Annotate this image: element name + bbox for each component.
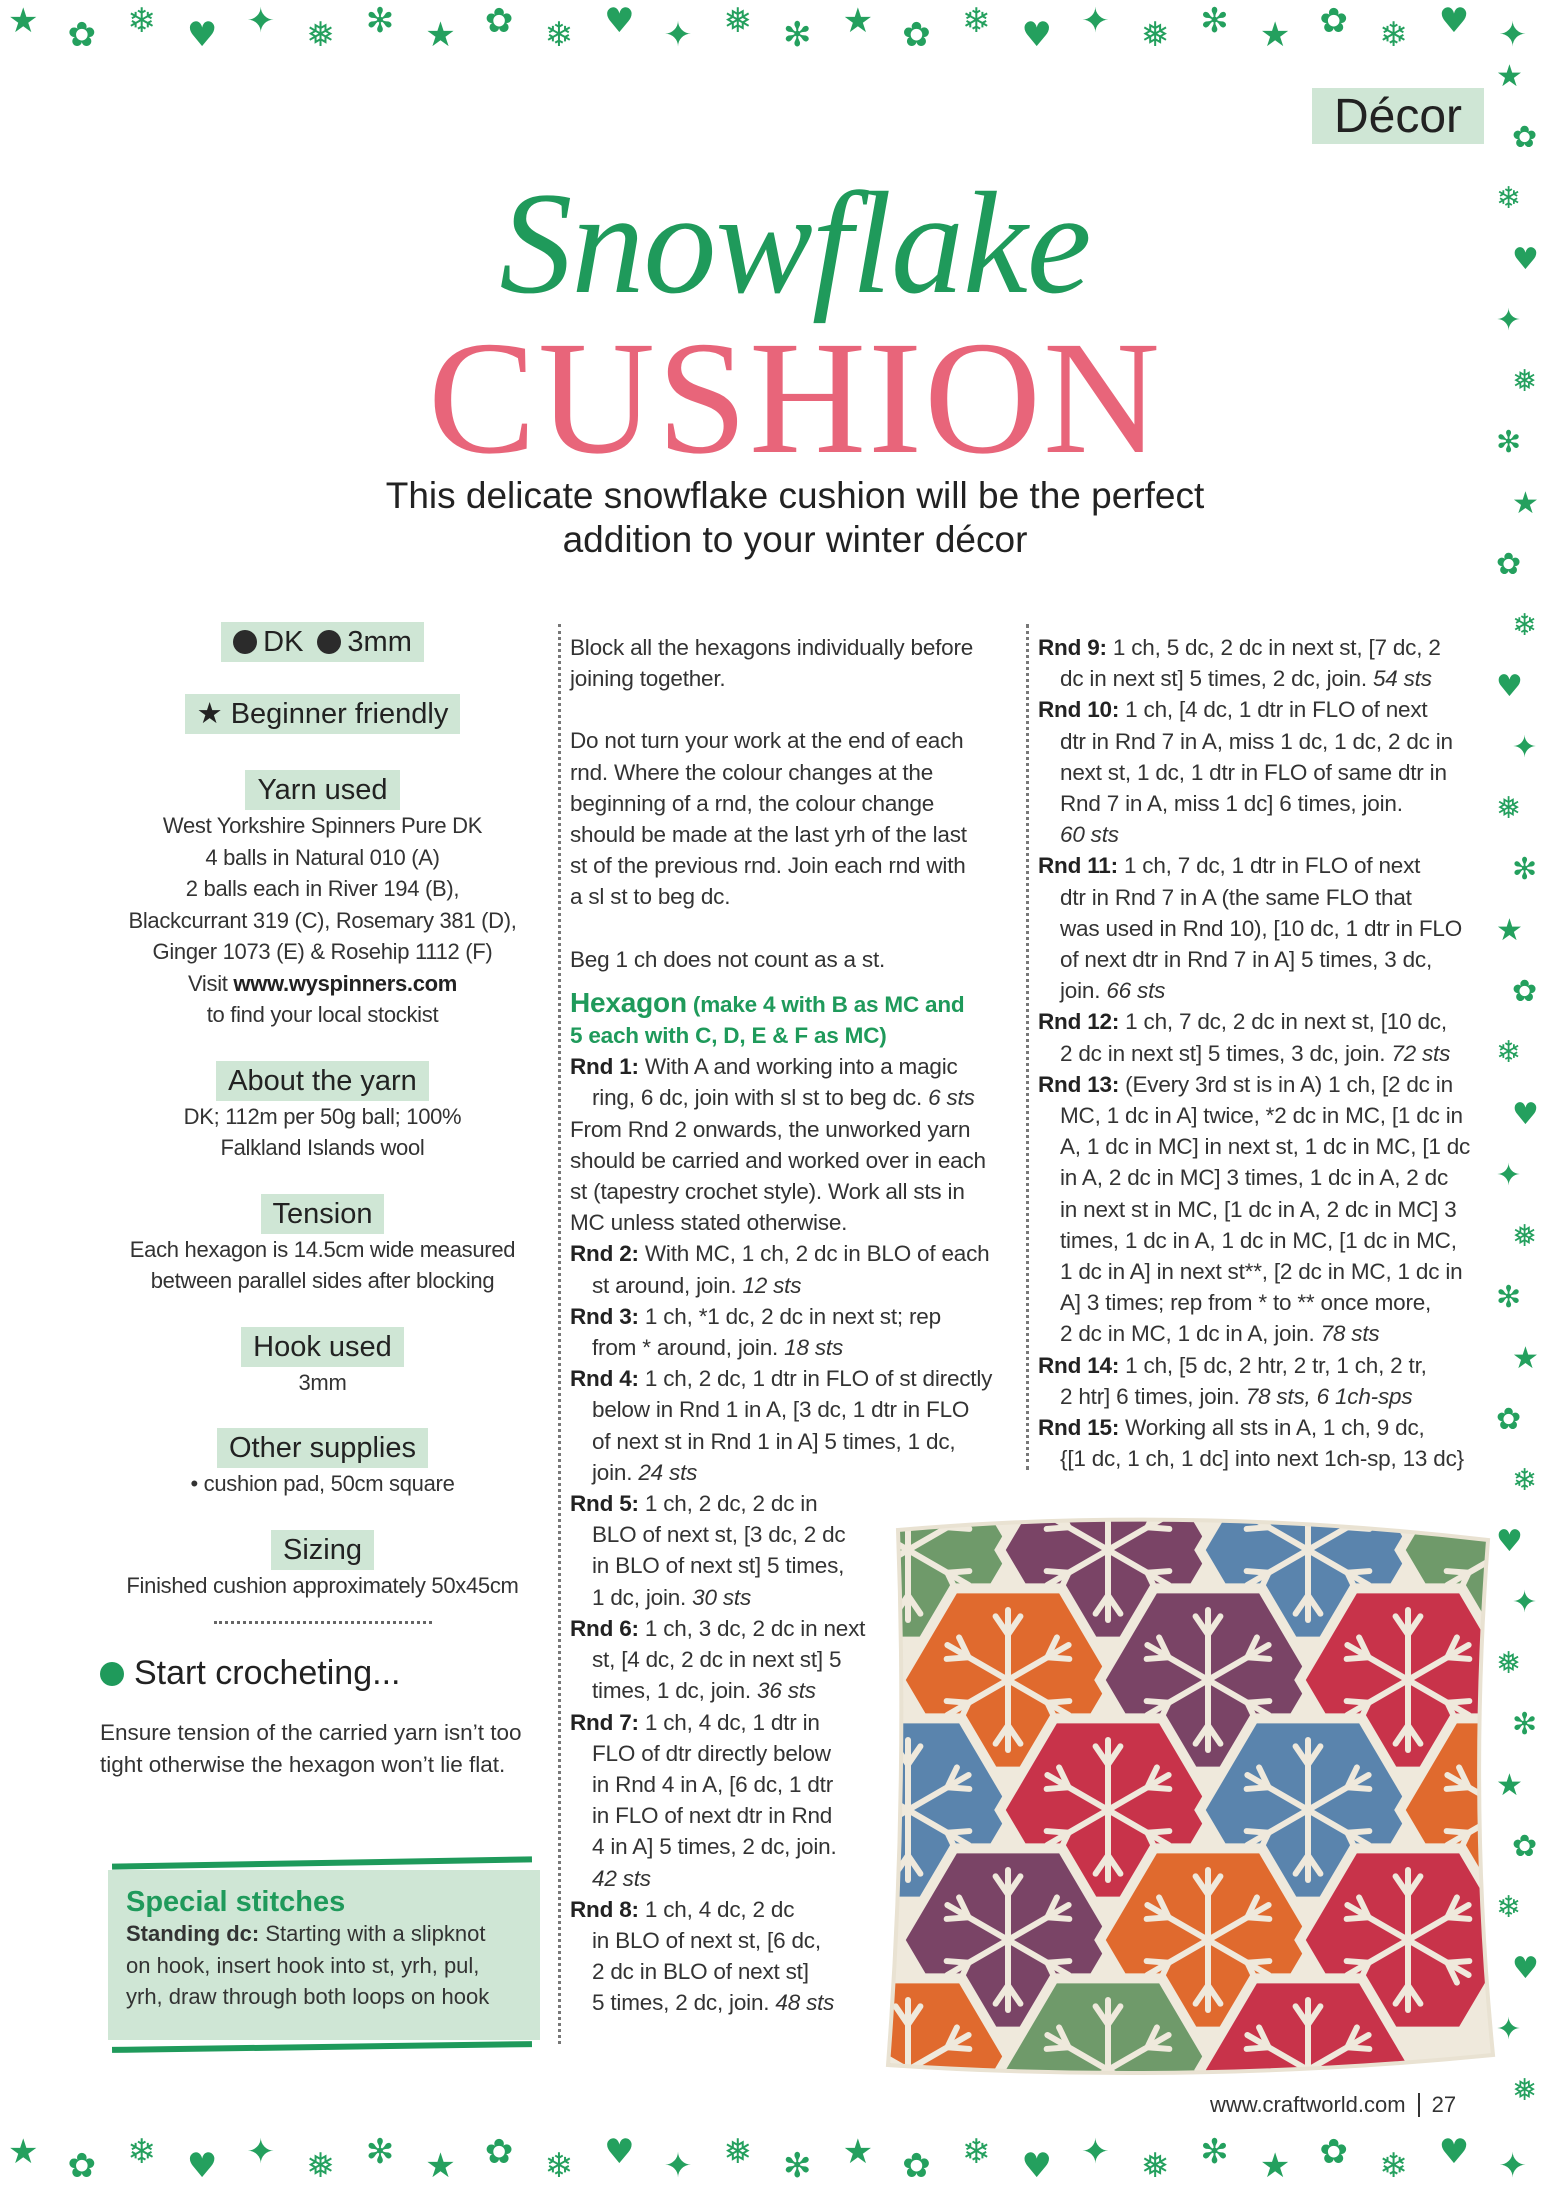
visit-label: Visit bbox=[187, 970, 228, 996]
doodle-icon: ✻ bbox=[365, 2132, 395, 2172]
doodle-icon: ★ bbox=[1512, 486, 1539, 522]
round-8: Rnd 8: 1 ch, 4 dc, 2 dc in BLO of next st, [6 dc, 2 dc in BLO of next st] 5 times, 2 dc, join. 48 sts bbox=[570, 1896, 835, 2016]
doodle-icon: ✿ bbox=[1512, 974, 1538, 1010]
doodle-icon: ★ bbox=[425, 15, 456, 55]
cushion-photo bbox=[868, 1510, 1508, 2085]
doodle-icon: ✦ bbox=[246, 1, 275, 41]
doodle-icon: ❄ bbox=[1496, 181, 1522, 217]
start-crocheting-text bbox=[100, 1717, 545, 1780]
round-2: Rnd 2: With MC, 1 ch, 2 dc in BLO of each st around, join. 12 sts bbox=[570, 1241, 990, 1298]
doodle-icon: ❅ bbox=[1140, 2146, 1170, 2186]
doodle-icon: ❄ bbox=[544, 2146, 574, 2186]
doodle-icon: ✿ bbox=[1496, 547, 1522, 583]
doodle-icon: ♥ bbox=[1496, 1523, 1523, 1559]
footer-separator bbox=[1418, 2093, 1420, 2117]
other-supplies-heading: Other supplies bbox=[217, 1428, 428, 1468]
doodle-icon: ✻ bbox=[365, 1, 395, 41]
hexagon-note: (make 4 with B as MC and bbox=[692, 991, 965, 1017]
pattern-text: a sl st to beg dc. bbox=[570, 884, 731, 910]
doodle-icon: ❅ bbox=[1496, 1645, 1522, 1681]
hexagon-note: 5 each with C, D, E & F as MC) bbox=[570, 1023, 887, 1049]
doodle-icon: ❅ bbox=[306, 2146, 335, 2186]
doodle-icon: ♥ bbox=[1021, 2146, 1052, 2186]
hook-used-value: 3mm bbox=[298, 1369, 347, 1395]
weight-value: DK bbox=[263, 626, 304, 658]
doodle-icon: ♥ bbox=[1438, 2132, 1470, 2172]
round-10: Rnd 10: 1 ch, [4 dc, 1 dtr in FLO of next dtr in Rnd 7 in A, miss 1 dc, 1 dc, 2 dc in next st, 1 dc, 1 dtr in FLO of same dtr in Rnd 7 in A, miss 1 dc] 6 times, join. 60 sts bbox=[1038, 697, 1453, 848]
subtitle bbox=[300, 474, 1290, 562]
round-4: Rnd 4: 1 ch, 2 dc, 1 dtr in FLO of st directly below in Rnd 1 in A, [3 dc, 1 dtr in FLO of next st in Rnd 1 in A] 5 times, 1 dc, join. 24 sts bbox=[570, 1366, 993, 1485]
doodle-icon: ✦ bbox=[1081, 2132, 1110, 2172]
hook-used-heading: Hook used bbox=[241, 1327, 404, 1367]
about-yarn-line: DK; 112m per 50g ball; 100% bbox=[183, 1103, 462, 1129]
tension-text bbox=[100, 1234, 545, 1297]
special-stitches-box bbox=[108, 1870, 540, 2040]
doodle-icon: ❅ bbox=[306, 15, 335, 55]
doodle-icon: ❅ bbox=[1512, 2072, 1538, 2108]
level-label: Beginner friendly bbox=[230, 698, 449, 730]
doodle-icon: ❄ bbox=[1496, 1035, 1522, 1071]
doodle-icon: ★ bbox=[425, 2146, 456, 2186]
yarn-line: Ginger 1073 (E) & Rosehip 1112 (F) bbox=[152, 939, 493, 964]
yarn-used-text bbox=[100, 810, 545, 1031]
tension-line: between parallel sides after blocking bbox=[150, 1268, 495, 1293]
round-7: Rnd 7: 1 ch, 4 dc, 1 dtr in FLO of dtr directly below in Rnd 4 in A, [6 dc, 1 dtr in FLO of next dtr in Rnd 4 in A] 5 times, 2 dc, join. 42 sts bbox=[570, 1709, 837, 1891]
doodle-icon: ★ bbox=[8, 1, 39, 41]
round-11: Rnd 11: 1 ch, 7 dc, 1 dtr in FLO of next dtr in Rnd 7 in A (the same FLO that was used in Rnd 10), [10 dc, 1 dtr in FLO of next dtr in Rnd 7 in A] 5 times, 3 dc, join. 66 sts bbox=[1038, 853, 1463, 1004]
doodle-icon: ♥ bbox=[186, 15, 218, 55]
doodle-icon: ♥ bbox=[1512, 1950, 1539, 1986]
page-title: CUSHION bbox=[427, 309, 1163, 488]
yarn-ball-icon bbox=[100, 1662, 124, 1686]
doodle-icon: ❄ bbox=[544, 15, 574, 55]
page-footer bbox=[1210, 2092, 1456, 2118]
doodle-icon: ♥ bbox=[1496, 669, 1523, 705]
yarn-line: to find your local stockist bbox=[206, 1002, 439, 1027]
doodle-icon: ✻ bbox=[1496, 1279, 1522, 1315]
doodle-icon: ★ bbox=[1259, 15, 1291, 55]
pattern-column-3 bbox=[1038, 632, 1488, 1474]
doodle-icon: ♥ bbox=[604, 2132, 635, 2172]
level-badge bbox=[185, 694, 461, 734]
yarn-line: 2 balls each in River 194 (B), bbox=[185, 876, 460, 901]
round-1: Rnd 1: With A and working into a magic ring, 6 dc, join with sl st to beg dc. 6 sts bbox=[570, 1054, 975, 1111]
doodle-icon: ✿ bbox=[902, 2146, 931, 2186]
doodle-icon: ✦ bbox=[663, 15, 693, 55]
doodle-icon: ✿ bbox=[484, 1, 514, 41]
about-yarn-text bbox=[100, 1101, 545, 1164]
special-line bbox=[126, 1918, 522, 1950]
other-supplies-value: • cushion pad, 50cm square bbox=[190, 1471, 455, 1496]
doodle-icon: ✻ bbox=[783, 15, 812, 55]
round-3: Rnd 3: 1 ch, *1 dc, 2 dc in next st; rep from * around, join. 18 sts bbox=[570, 1303, 941, 1361]
doodle-icon: ★ bbox=[8, 2132, 39, 2172]
stockist-link[interactable]: www.wyspinners.com bbox=[233, 970, 458, 996]
pattern-info-column bbox=[100, 622, 545, 1780]
pattern-text: Do not turn your work at the end of each bbox=[570, 728, 964, 754]
special-line: yrh, draw through both loops on hook bbox=[126, 1984, 490, 2009]
doodle-icon: ✦ bbox=[1081, 1, 1110, 41]
top-decorative-border bbox=[0, 0, 1550, 56]
subtitle-line: This delicate snowflake cushion will be the perfect bbox=[385, 475, 1205, 516]
section-divider bbox=[214, 1621, 432, 1624]
sizing-value: Finished cushion approximately 50x45cm bbox=[126, 1572, 519, 1598]
doodle-icon: ❅ bbox=[1496, 791, 1522, 827]
doodle-icon: ✻ bbox=[1200, 1, 1229, 41]
pattern-text: From Rnd 2 onwards, the unworked yarn bbox=[570, 1116, 971, 1142]
pattern-text: Beg 1 ch does not count as a st. bbox=[570, 946, 886, 972]
doodle-icon: ✿ bbox=[1496, 1401, 1522, 1437]
round-6: Rnd 6: 1 ch, 3 dc, 2 dc in next st, [4 dc, 2 dc in next st] 5 times, 1 dc, join. 36 sts bbox=[570, 1615, 866, 1704]
doodle-icon: ✦ bbox=[1496, 1157, 1522, 1193]
yarn-line: Blackcurrant 319 (C), Rosemary 381 (D), bbox=[128, 907, 517, 933]
about-yarn-heading: About the yarn bbox=[216, 1061, 429, 1101]
column-divider bbox=[1026, 624, 1029, 1470]
star-icon: ★ bbox=[196, 698, 231, 730]
footer-url[interactable]: www.craftworld.com bbox=[1210, 2092, 1406, 2117]
doodle-icon: ✦ bbox=[1496, 2011, 1522, 2047]
pattern-text: should be made at the last yrh of the last bbox=[570, 822, 967, 848]
doodle-icon: ♥ bbox=[1512, 242, 1539, 278]
start-line: tight otherwise the hexagon won’t lie flat. bbox=[100, 1751, 506, 1777]
page-number: 27 bbox=[1431, 2092, 1457, 2117]
pattern-text: Block all the hexagons individually before bbox=[570, 635, 974, 660]
doodle-icon: ★ bbox=[1496, 1767, 1523, 1803]
doodle-icon: ✿ bbox=[1512, 1828, 1538, 1864]
doodle-icon: ♥ bbox=[604, 1, 635, 41]
doodle-icon: ❄ bbox=[127, 1, 156, 41]
yarn-line: 4 balls in Natural 010 (A) bbox=[205, 844, 440, 870]
hexagon-title: Hexagon bbox=[570, 986, 687, 1018]
pattern-text: st (tapestry crochet style). Work all sts in bbox=[570, 1179, 965, 1205]
doodle-icon: ✿ bbox=[67, 15, 97, 55]
doodle-icon: ✦ bbox=[1512, 730, 1538, 766]
doodle-icon: ✿ bbox=[484, 2132, 514, 2172]
special-text: Starting with a slipknot bbox=[265, 1921, 486, 1946]
doodle-icon: ★ bbox=[1512, 1340, 1539, 1376]
pattern-text: joining together. bbox=[570, 666, 726, 692]
yarn-ball-icon bbox=[233, 630, 257, 654]
doodle-icon: ❄ bbox=[961, 1, 991, 41]
round-12: Rnd 12: 1 ch, 7 dc, 2 dc in next st, [10 dc, 2 dc in next st] 5 times, 3 dc, join. 72 sts bbox=[1038, 1009, 1451, 1066]
round-14: Rnd 14: 1 ch, [5 dc, 2 htr, 2 tr, 1 ch, 2 tr, 2 htr] 6 times, join. 78 sts, 6 1ch-sps bbox=[1038, 1352, 1427, 1409]
tension-heading: Tension bbox=[261, 1194, 385, 1234]
round-15: Rnd 15: Working all sts in A, 1 ch, 9 dc, {[1 dc, 1 ch, 1 dc] into next 1ch-sp, 13 dc} bbox=[1038, 1415, 1464, 1472]
doodle-icon: ❄ bbox=[1512, 608, 1538, 644]
hook-value: 3mm bbox=[347, 626, 412, 658]
column-divider bbox=[558, 624, 561, 2044]
special-term: Standing dc: bbox=[126, 1921, 260, 1946]
bottom-decorative-border bbox=[0, 2131, 1550, 2191]
about-yarn-line: Falkland Islands wool bbox=[220, 1135, 425, 1160]
pattern-text: MC unless stated otherwise. bbox=[570, 1210, 848, 1236]
doodle-icon: ✿ bbox=[1319, 2132, 1349, 2172]
yarn-visit-line bbox=[100, 968, 545, 1000]
doodle-icon: ❅ bbox=[1512, 364, 1538, 400]
doodle-icon: ❅ bbox=[723, 1, 752, 41]
special-box-bottom-bar bbox=[112, 2041, 532, 2053]
doodle-icon: ✦ bbox=[1496, 303, 1522, 339]
yarn-used-heading: Yarn used bbox=[245, 770, 399, 810]
doodle-icon: ❄ bbox=[1512, 1462, 1538, 1498]
yarn-line: West Yorkshire Spinners Pure DK bbox=[162, 813, 483, 838]
doodle-icon: ★ bbox=[1259, 2146, 1291, 2186]
tension-line: Each hexagon is 14.5cm wide measured bbox=[129, 1236, 516, 1262]
title-script: Snowflake bbox=[499, 162, 1091, 324]
doodle-icon: ❅ bbox=[723, 2132, 752, 2172]
special-stitches-heading: Special stitches bbox=[126, 1886, 346, 1918]
subtitle-line: addition to your winter décor bbox=[562, 519, 1028, 560]
doodle-icon: ❄ bbox=[1379, 2146, 1408, 2186]
round-9: Rnd 9: 1 ch, 5 dc, 2 dc in next st, [7 dc, 2 dc in next st] 5 times, 2 dc, join. 54 sts bbox=[1038, 635, 1441, 692]
pattern-text: beginning of a rnd, the colour change bbox=[570, 790, 935, 816]
round-5: Rnd 5: 1 ch, 2 dc, 2 dc in BLO of next st, [3 dc, 2 dc in BLO of next st] 5 times, 1 dc, join. 30 sts bbox=[570, 1491, 846, 1610]
doodle-icon: ✻ bbox=[783, 2146, 812, 2186]
doodle-icon: ★ bbox=[1496, 913, 1523, 949]
doodle-icon: ♥ bbox=[1021, 15, 1052, 55]
doodle-icon: ✦ bbox=[246, 2132, 275, 2172]
doodle-icon: ❄ bbox=[1496, 1889, 1522, 1925]
doodle-icon: ✻ bbox=[1496, 425, 1522, 461]
doodle-icon: ✻ bbox=[1512, 1706, 1538, 1742]
round-13: Rnd 13: (Every 3rd st is in A) 1 ch, [2 dc in MC, 1 dc in A] twice, *2 dc in MC, [1 dc in A, 1 dc in MC] in next st, 1 dc in MC, [1 dc in A, 2 dc in MC] 3 times, 1 dc in A, 2 dc in next st in MC, [1 dc in A, 2 dc in MC] 3 times, 1 dc in A, 1 dc in MC, [1 dc in MC, 1 dc in A] in next st**, [2 dc in MC, 1 dc in A] 3 times; rep from * to ** once more, 2 dc in MC, 1 dc in A, join. 78 sts bbox=[1038, 1071, 1471, 1347]
start-crocheting-heading bbox=[100, 1654, 545, 1693]
special-line: on hook, insert hook into st, yrh, pul, bbox=[126, 1952, 480, 1978]
doodle-icon: ★ bbox=[842, 2132, 874, 2172]
doodle-icon: ✦ bbox=[663, 2146, 693, 2186]
doodle-icon: ❅ bbox=[1512, 1218, 1538, 1254]
doodle-icon: ♥ bbox=[186, 2146, 218, 2186]
hook-icon bbox=[317, 630, 341, 654]
doodle-icon: ❄ bbox=[1379, 15, 1408, 55]
doodle-icon: ❅ bbox=[1140, 15, 1170, 55]
doodle-icon: ★ bbox=[842, 1, 874, 41]
hexagon-heading bbox=[570, 987, 1020, 1020]
doodle-icon: ✦ bbox=[1498, 15, 1527, 55]
doodle-icon: ✿ bbox=[67, 2146, 97, 2186]
pattern-text: st of the previous rnd. Join each rnd with bbox=[570, 853, 966, 879]
doodle-icon: ✿ bbox=[1319, 1, 1349, 41]
section-tag: Décor bbox=[1312, 88, 1484, 144]
doodle-icon: ♥ bbox=[1438, 1, 1470, 41]
doodle-icon: ❄ bbox=[127, 2132, 156, 2172]
doodle-icon: ✦ bbox=[1512, 1584, 1538, 1620]
doodle-icon: ★ bbox=[1496, 59, 1523, 94]
doodle-icon: ♥ bbox=[1512, 1096, 1539, 1132]
start-heading-text: Start crocheting... bbox=[134, 1654, 401, 1692]
pattern-text: rnd. Where the colour changes at the bbox=[570, 759, 934, 785]
pattern-text: should be carried and worked over in each bbox=[570, 1147, 986, 1173]
doodle-icon: ✿ bbox=[1512, 120, 1538, 156]
sizing-heading: Sizing bbox=[271, 1530, 374, 1570]
doodle-icon: ✻ bbox=[1200, 2132, 1229, 2172]
start-line: Ensure tension of the carried yarn isn’t too bbox=[100, 1720, 522, 1745]
special-box-top-bar bbox=[112, 1856, 532, 1869]
doodle-icon: ✦ bbox=[1498, 2146, 1527, 2186]
doodle-icon: ✻ bbox=[1512, 852, 1538, 888]
doodle-icon: ❄ bbox=[961, 2132, 991, 2172]
doodle-icon: ✿ bbox=[902, 15, 931, 55]
weight-hook-badge bbox=[221, 622, 424, 662]
